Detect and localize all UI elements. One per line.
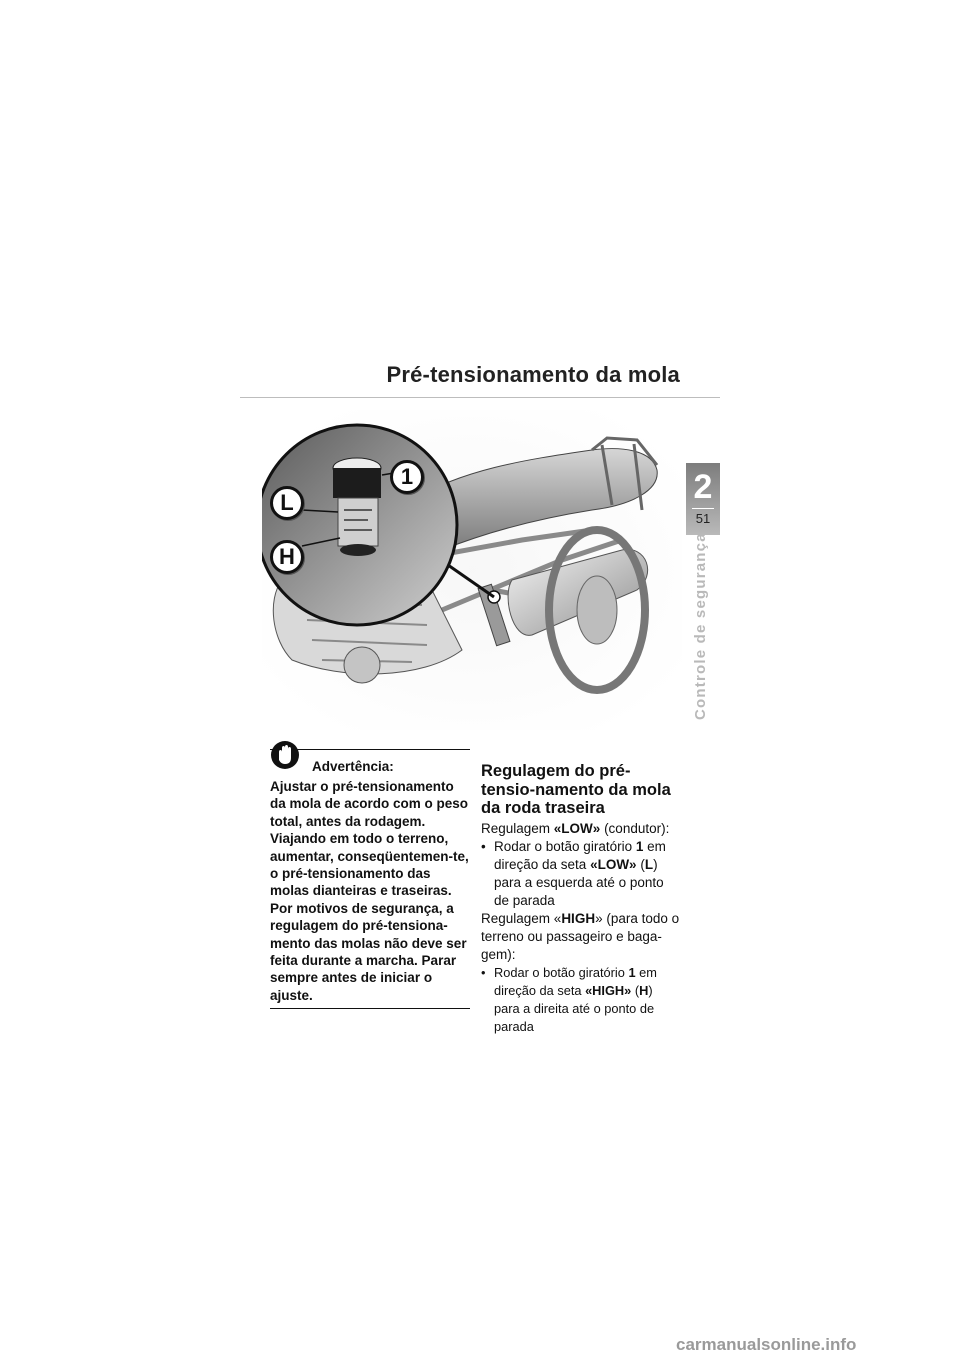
- high-bullet-a: Rodar o botão giratório: [494, 964, 629, 980]
- low-bullet-a: Rodar o botão giratório: [494, 838, 636, 854]
- low-letter: L: [644, 856, 654, 872]
- chapter-tab: [686, 463, 720, 535]
- high-bullet-b: em direção da seta: [494, 964, 657, 998]
- adjuster-base: [340, 544, 376, 556]
- chapter-side-label: Controle de segurança: [692, 532, 709, 720]
- high-arrow-key: «HIGH»: [585, 982, 632, 998]
- low-prefix: Regulagem: [481, 820, 554, 836]
- watermark: carmanualsonline.info: [676, 1335, 857, 1354]
- bullet-dot: •: [481, 964, 486, 980]
- high-suffix: » (para todo o terreno ou passageiro e baga-gem):: [481, 910, 680, 962]
- low-key: «LOW»: [553, 820, 601, 836]
- warning-box: [270, 749, 470, 1009]
- bullet-dot: •: [481, 838, 486, 854]
- high-paren: (: [631, 982, 640, 998]
- title-divider: [240, 397, 720, 398]
- high-bullet: [481, 964, 681, 1036]
- instructions-column: [481, 762, 681, 1036]
- low-bullet-b: em direção da seta: [494, 838, 666, 872]
- low-setting-line: [481, 820, 681, 838]
- high-knob-ref: 1: [628, 964, 636, 980]
- callout-l: L: [270, 486, 304, 520]
- page-title: Pré-tensionamento da mola: [386, 362, 680, 387]
- suspension-illustration: [262, 410, 682, 730]
- warning-heading: Advertência:: [312, 759, 394, 774]
- low-bullet: [481, 838, 681, 910]
- adjuster-knob: [333, 468, 381, 498]
- low-paren: (: [636, 856, 645, 872]
- high-prefix: Regulagem «: [481, 910, 562, 926]
- warning-text: Ajustar o pré-tensionamento da mola de acordo com o peso total, antes da rodagem. Viajando em todo o terreno, aumentar, conseqüentemen-te, o pré-tensionamento das molas dianteiras e traseiras. Por motivos de segurança, a regulagem do pré-tensiona-mento das molas não deve ser feita durante a marcha. Parar sempre antes de iniciar o ajuste.: [270, 779, 469, 1003]
- high-letter: H: [639, 982, 649, 998]
- adjuster-body: [338, 498, 378, 546]
- low-suffix: (condutor):: [600, 820, 670, 836]
- high-key: HIGH: [561, 910, 596, 926]
- section-heading: Regulagem do pré-tensio-namento da mola da roda traseira: [481, 762, 671, 817]
- high-setting-line: [481, 910, 681, 964]
- wheel-hub: [577, 576, 617, 644]
- chapter-number: 2: [693, 468, 713, 506]
- callout-1: 1: [390, 460, 424, 494]
- low-knob-ref: 1: [635, 838, 644, 854]
- stop-hand-icon: [270, 740, 300, 770]
- chapter-divider: [692, 508, 714, 509]
- page-number: 51: [695, 511, 711, 526]
- motorcycle-drawing: [262, 410, 682, 730]
- low-arrow-key: «LOW»: [590, 856, 637, 872]
- low-bullet-c: ) para a esquerda até o ponto de parada: [494, 856, 664, 908]
- high-bullet-c: ) para a direita até o ponto de parada: [494, 982, 655, 1034]
- crank-cover: [344, 647, 380, 683]
- callout-h: H: [270, 540, 304, 574]
